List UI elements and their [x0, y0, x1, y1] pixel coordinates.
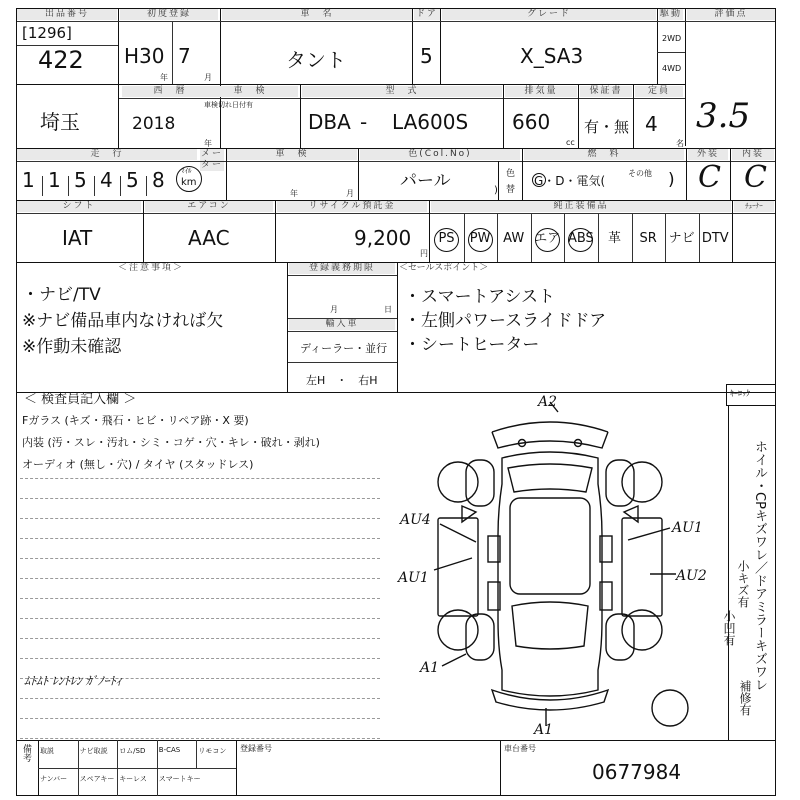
rear-bumper — [492, 690, 608, 710]
month-mark: 月 — [204, 73, 212, 82]
inspection-month: 月 — [346, 189, 354, 198]
mileage-divider — [94, 176, 95, 196]
mileage-digit: 1 — [48, 168, 61, 192]
equipment-circle — [468, 228, 493, 252]
drive-2wd: 2WD — [662, 34, 682, 43]
exterior-grade: C — [698, 160, 721, 195]
dotted-line — [20, 598, 380, 599]
selling-point: ・スマートアシスト — [404, 287, 555, 307]
bottom-divider — [196, 740, 197, 768]
mileage-unit-bottom: km — [181, 177, 197, 188]
yen: 円 — [420, 249, 428, 258]
first-reg-month: 7 — [178, 44, 191, 68]
label-warranty: 保証書 — [580, 86, 632, 97]
dotted-line — [20, 718, 380, 719]
fuel-close: ) — [668, 170, 675, 190]
label-tuner: ﾁｭｰﾅｰ — [734, 201, 774, 212]
rating: 3.5 — [696, 96, 751, 136]
dotted-line — [20, 638, 380, 639]
mileage-unit-top: ﾏｲﾙ — [181, 167, 192, 175]
damage-mark-a2: A2 — [538, 394, 558, 410]
bottom-divider — [78, 740, 79, 768]
bottom-cell-label: スペアキー — [79, 775, 115, 783]
expiry-day: 日 — [384, 305, 392, 314]
bottom-cell-label: リモコン — [198, 747, 227, 755]
label-car-name: 車 名 — [222, 9, 412, 20]
bottom-cell-label: ナンバー — [40, 775, 68, 783]
label-equipment: 純正装備品 — [431, 201, 731, 212]
inspector-line: Fガラス (キズ・飛石・ヒビ・リペア跡・X 要) — [22, 414, 249, 427]
label-shift: シフト — [17, 201, 141, 212]
mileage-divider — [146, 176, 147, 196]
equipment-item: エア — [534, 231, 561, 246]
side-line-3: 補修有 — [738, 680, 752, 716]
label-year-west: 西 暦 — [122, 86, 218, 97]
front-bumper — [492, 422, 608, 432]
side-line-1: 小キズ有 — [736, 560, 750, 608]
reg-number-label: 登録番号 — [240, 744, 272, 753]
year-mark: 年 — [160, 73, 168, 82]
doors: 5 — [420, 44, 433, 68]
damage-mark-au2: AU2 — [676, 568, 707, 584]
inspector-line: オーディオ (無し・穴) / タイヤ (スタッドレス) — [22, 458, 254, 471]
label-capacity: 定員 — [635, 86, 683, 97]
dotted-line — [20, 518, 380, 519]
inspection-note: 車検切れ日付有 — [204, 101, 253, 109]
equipment-item: PS — [438, 231, 455, 246]
label-inspection: 車 検 — [202, 86, 298, 97]
equipment-circle — [535, 228, 560, 252]
dotted-line — [20, 498, 380, 499]
dotted-line — [20, 658, 380, 659]
bottom-side-label: 備考 — [21, 744, 31, 762]
dotted-line — [20, 738, 380, 739]
color-change-1: 色 — [506, 169, 516, 179]
damage-mark-au1-right: AU1 — [672, 520, 703, 536]
year: 2018 — [132, 114, 176, 134]
warranty: 有・無 — [584, 118, 630, 136]
bottom-cell-label: 取説 — [40, 747, 54, 755]
mileage-digit: 4 — [100, 168, 113, 192]
color: パール — [400, 171, 451, 191]
equipment-divider — [531, 214, 532, 262]
equipment-item: ABS — [567, 231, 594, 246]
key-lock-label: ｷｰﾛｯｸ — [730, 389, 750, 398]
fuel: G・D・電気( — [534, 174, 606, 188]
mileage-digit: 5 — [74, 168, 87, 192]
equipment-item: PW — [469, 231, 491, 246]
model-code: LA600S — [392, 110, 469, 134]
label-rating: 評価点 — [687, 9, 775, 20]
bottom-cell-label: スマートキー — [158, 775, 201, 783]
bottom-divider — [157, 768, 158, 796]
mark-line-a1 — [442, 654, 466, 666]
equipment-item: DTV — [701, 231, 729, 246]
lot-number: 422 — [38, 46, 84, 74]
chassis-label: 車台番号 — [504, 744, 536, 753]
label-interior: 内装 — [732, 149, 774, 160]
bottom-cell-label: キーレス — [119, 775, 147, 783]
capacity-unit: 名 — [676, 139, 684, 148]
damage-mark-a1-left: A1 — [420, 660, 440, 676]
label-displacement: 排気量 — [505, 86, 577, 97]
handwritten-note: ﾑﾄﾑﾄ ﾚﾝﾄﾚﾝ ｶﾞﾉｰﾄｨ — [24, 674, 122, 688]
model-dash: - — [360, 110, 368, 134]
recycle: 9,200 — [354, 226, 412, 250]
import-dealer: ディーラー・並行 — [300, 342, 388, 355]
side-line-2: 小凹有 — [722, 610, 736, 646]
mark-line-au4 — [440, 524, 476, 542]
label-doors: ドア — [414, 9, 440, 20]
label-mileage: 走 行 — [17, 149, 197, 160]
car-damage-diagram — [380, 390, 720, 740]
equipment-divider — [564, 214, 565, 262]
dotted-line — [20, 558, 380, 559]
dotted-line — [20, 478, 380, 479]
mark-line-au1-right — [628, 528, 670, 540]
label-exterior: 外装 — [688, 149, 728, 160]
bottom-divider — [157, 740, 158, 768]
equipment-divider — [632, 214, 633, 262]
chassis-number: 0677984 — [592, 760, 682, 784]
region: 埼玉 — [40, 110, 80, 134]
bottom-divider — [117, 740, 118, 768]
equipment-circle — [434, 228, 459, 252]
color-paren: ) — [494, 185, 498, 196]
dotted-line — [20, 698, 380, 699]
model-prefix: DBA — [308, 110, 351, 134]
label-first-reg: 初度登録 — [120, 9, 218, 20]
grade: X_SA3 — [520, 44, 584, 68]
note-line: ※作動未確認 — [22, 337, 122, 357]
mileage-digit: 8 — [152, 168, 165, 192]
equipment-item: SR — [639, 231, 657, 246]
side-vertical-text: ホイル・CPキズワレ／ドアミラーキズワレ — [752, 440, 767, 691]
bottom-cell-label: ロム/SD — [119, 747, 146, 755]
label-lot: 出品番号 — [17, 9, 117, 20]
label-expiry: 登録義務期限 — [289, 263, 395, 274]
label-drive: 駆動 — [659, 9, 682, 19]
label-model: 型 式 — [302, 86, 502, 97]
equipment-item: 革 — [607, 231, 621, 246]
label-recycle: リサイクル預託金 — [277, 201, 427, 212]
year-mark-2: 年 — [204, 139, 212, 148]
mileage-digit: 1 — [22, 168, 35, 192]
label-vehicle-inspection: 車 検 — [227, 149, 357, 160]
dotted-line — [20, 578, 380, 579]
label-color: 色(Col.No) — [360, 149, 520, 160]
capacity: 4 — [645, 112, 658, 136]
bottom-divider — [78, 768, 79, 796]
shift: IAT — [62, 226, 93, 250]
color-change-2: 替 — [506, 185, 516, 195]
label-grade: グレード — [442, 9, 656, 20]
cc-unit: cc — [566, 138, 575, 147]
import-handle: 左H ・ 右H — [306, 374, 378, 387]
label-selling-points: ＜セールスポイント＞ — [399, 263, 599, 274]
lot-code: [1296] — [22, 24, 72, 42]
mileage-digit: 5 — [126, 168, 139, 192]
note-line: ※ナビ備品車内なければ欠 — [22, 311, 224, 331]
mileage-divider — [42, 176, 43, 196]
expiry-month: 月 — [330, 305, 338, 314]
displacement: 660 — [512, 110, 551, 134]
label-aircon: エアコン — [145, 201, 273, 212]
car-name: タント — [286, 48, 346, 72]
label-import: 輸入車 — [289, 319, 395, 330]
bottom-cell-label: ナビ取説 — [79, 747, 108, 755]
dotted-line — [20, 618, 380, 619]
label-fuel: 燃 料 — [524, 149, 684, 160]
damage-mark-au1-left: AU1 — [398, 570, 429, 586]
selling-point: ・シートヒーター — [404, 335, 540, 355]
interior-grade: C — [744, 160, 767, 195]
mark-line-au1-left — [434, 558, 472, 570]
inspection-year: 年 — [290, 189, 298, 198]
dotted-line — [20, 538, 380, 539]
mileage-divider — [120, 176, 121, 196]
label-meter: メーター — [200, 149, 223, 170]
fuel-other: その他 — [628, 169, 652, 178]
selling-point: ・左側パワースライドドア — [404, 311, 607, 331]
equipment-item: AW — [503, 231, 525, 246]
drive-4wd: 4WD — [662, 64, 682, 73]
equipment-divider — [497, 214, 498, 262]
note-line: ・ナビ/TV — [22, 285, 101, 305]
mileage-divider — [68, 176, 69, 196]
equipment-item: ナビ — [668, 231, 695, 246]
inspector-title: ＜ 検査員記入欄 ＞ — [24, 392, 137, 407]
damage-mark-a1-bottom: A1 — [534, 722, 554, 738]
equipment-divider — [699, 214, 700, 262]
inspector-line: 内装 (汚・スレ・汚れ・シミ・コゲ・穴・キレ・破れ・剥れ) — [22, 436, 320, 449]
equipment-divider — [464, 214, 465, 262]
first-reg-era: H30 — [124, 44, 165, 68]
label-notes: ＜注意事項＞ — [17, 263, 285, 274]
aircon: AAC — [188, 226, 230, 250]
damage-mark-au4: AU4 — [400, 512, 431, 528]
bottom-cell-label: B-CAS — [158, 746, 181, 754]
bottom-divider — [117, 768, 118, 796]
equipment-divider — [665, 214, 666, 262]
equipment-divider — [598, 214, 599, 262]
